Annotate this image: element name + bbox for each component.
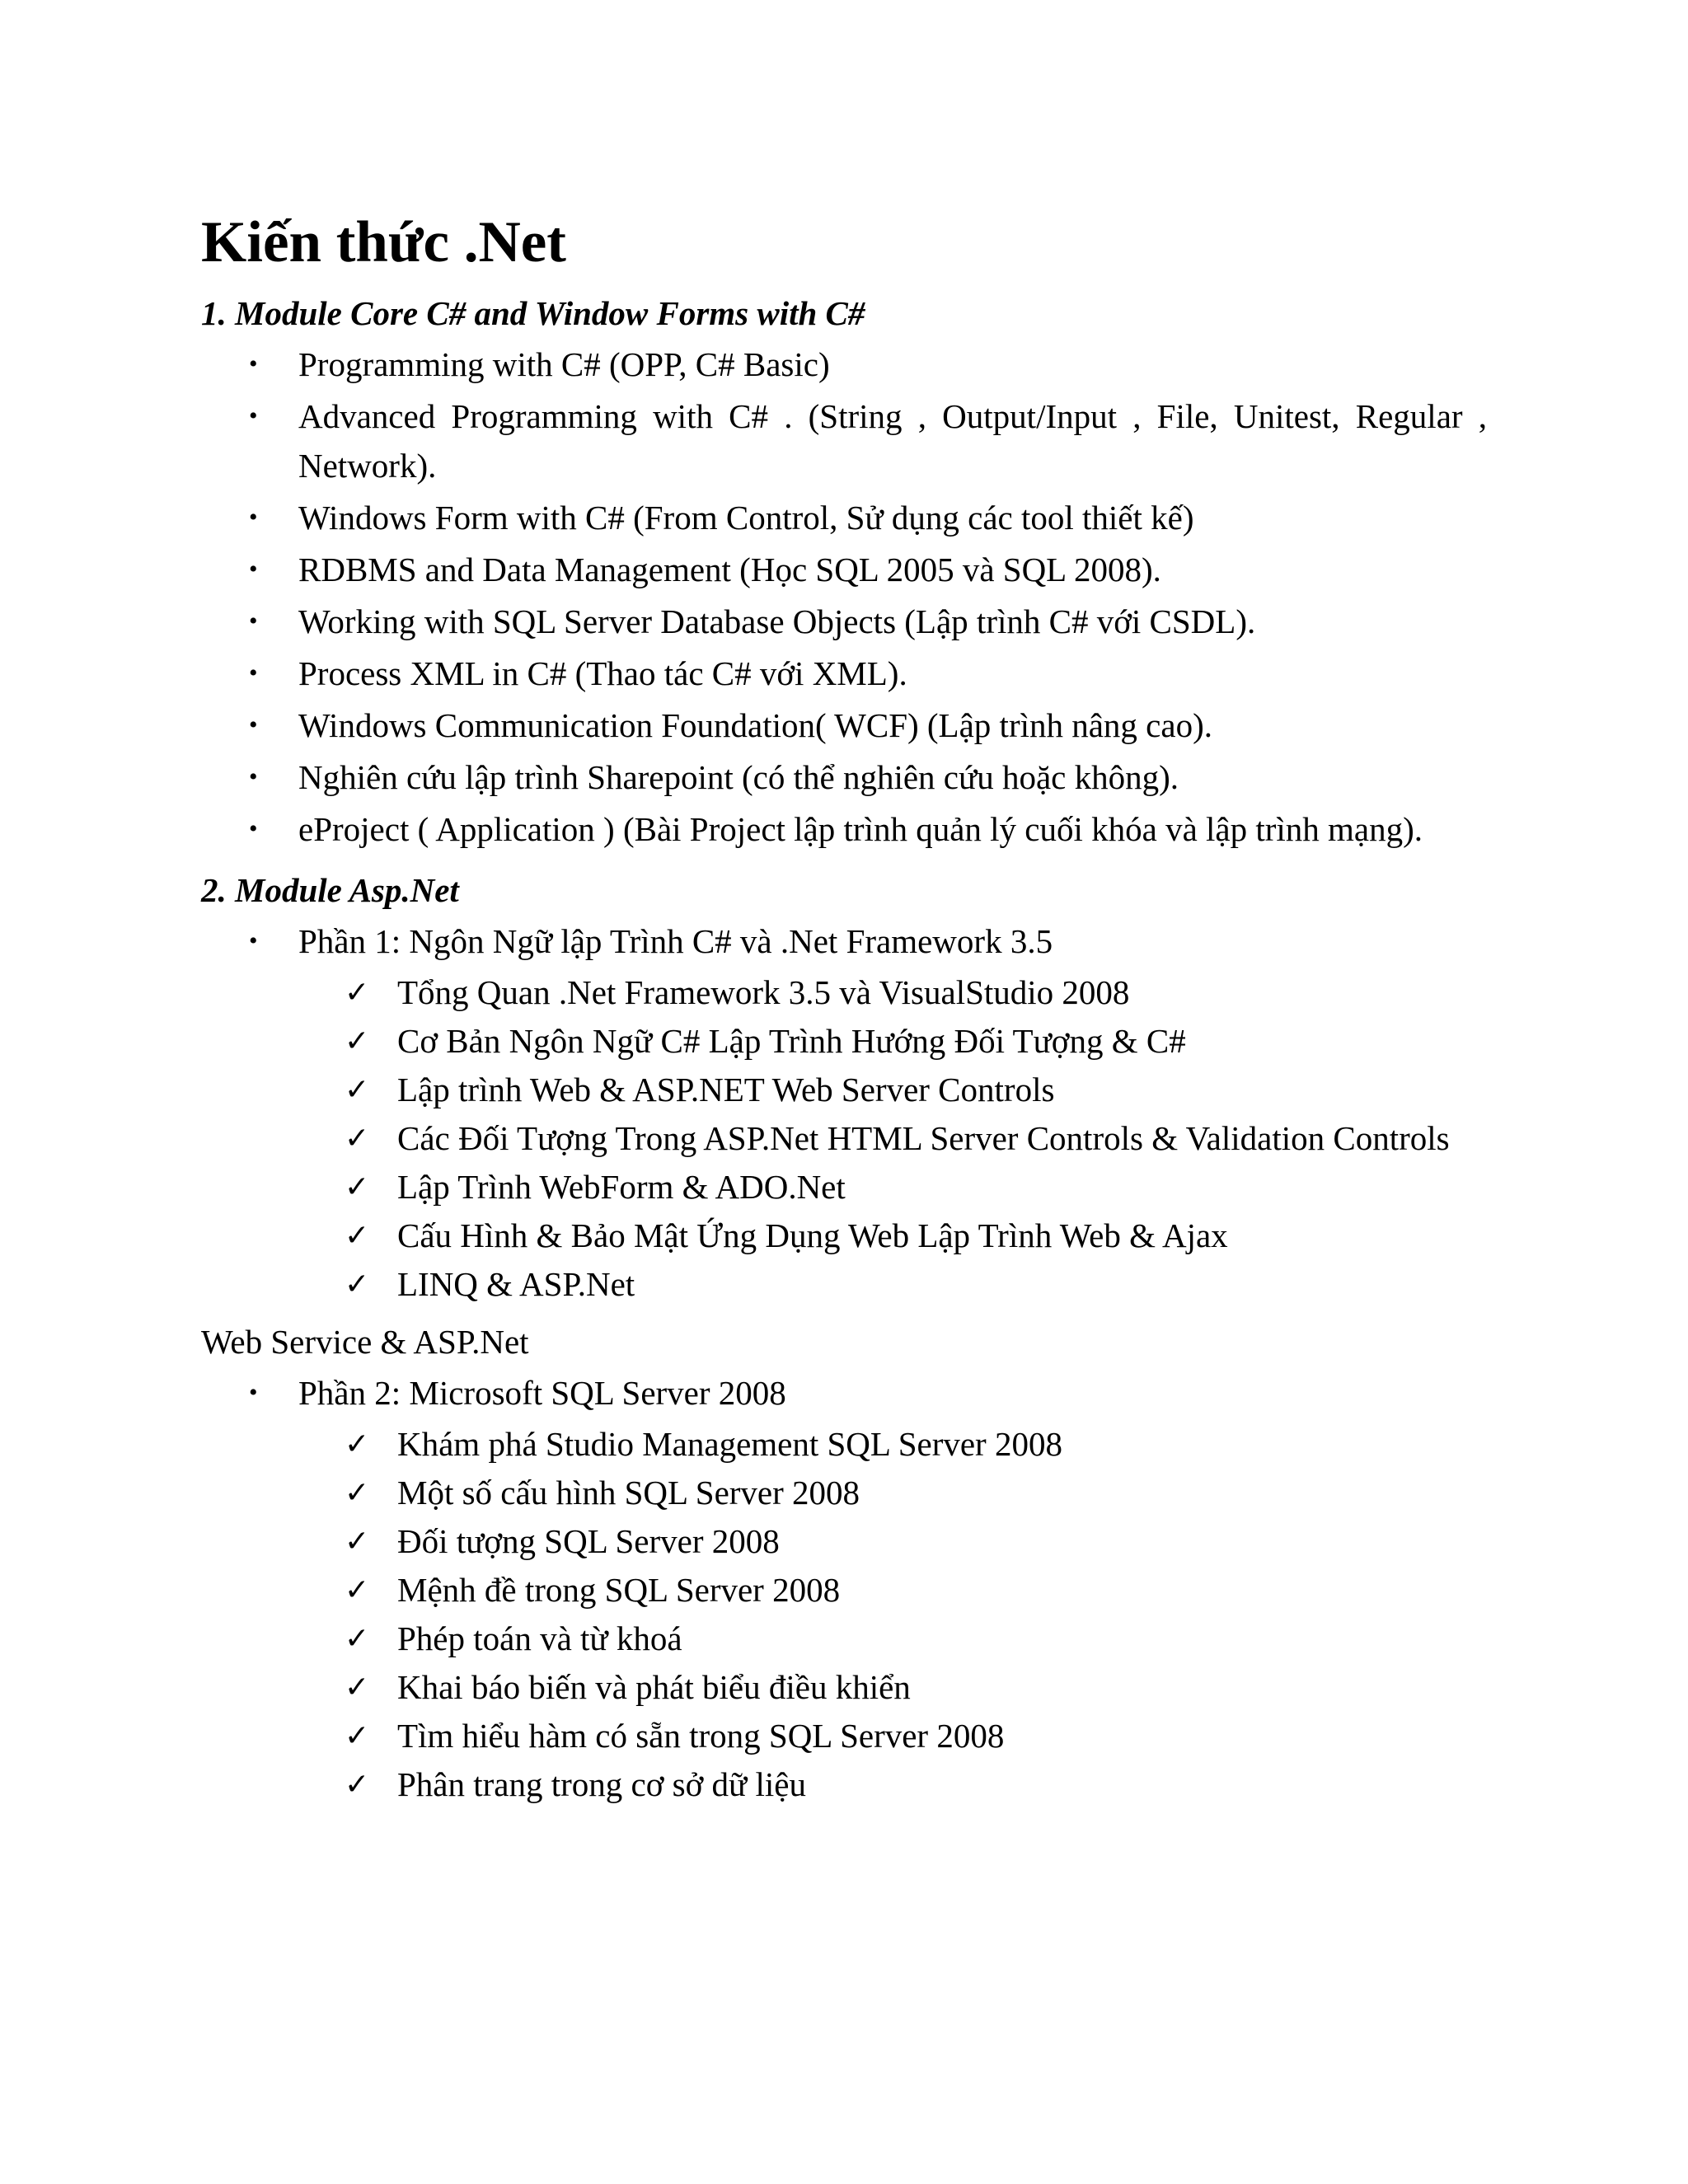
checklist-item-text: Phép toán và từ khoá	[397, 1619, 682, 1657]
bullet-icon: •	[249, 555, 258, 583]
list-item-text: Phần 1: Ngôn Ngữ lập Trình C# và .Net Framework 3.5	[298, 922, 1053, 960]
checklist-item-text: Một số cấu hình SQL Server 2008	[397, 1474, 860, 1511]
checkmark-icon: ✓	[345, 1170, 370, 1204]
list-item	[201, 752, 1487, 802]
checklist-item-text: Tìm hiểu hàm có sẵn trong SQL Server 2008	[397, 1717, 1005, 1755]
checklist-item-text: Phân trang trong cơ sở dữ liệu	[397, 1765, 807, 1803]
checkmark-icon: ✓	[345, 1671, 370, 1704]
bullet-icon: •	[249, 607, 258, 635]
section-heading-core-csharp: 1. Module Core C# and Window Forms with C#	[201, 294, 865, 332]
list-item	[201, 649, 1487, 698]
list-item	[201, 701, 1487, 750]
part2-checklist	[201, 1420, 1487, 1809]
checklist-item	[201, 1420, 1487, 1469]
checklist-item	[201, 1760, 1487, 1809]
bullet-icon: •	[249, 1379, 258, 1406]
list-item-text: eProject ( Application ) (Bài Project lập trình quản lý cuối khóa và lập trình mạng).	[298, 810, 1423, 848]
checklist-item	[201, 1615, 1487, 1663]
list-item	[201, 340, 1487, 389]
checklist-item-text: Mệnh đề trong SQL Server 2008	[397, 1571, 841, 1609]
checkmark-icon: ✓	[345, 1476, 370, 1510]
checkmark-icon: ✓	[345, 1024, 370, 1058]
checkmark-icon: ✓	[345, 1219, 370, 1253]
list-item	[201, 545, 1487, 594]
checklist-item-text: Cấu Hình & Bảo Mật Ứng Dụng Web Lập Trình Web & Ajax	[397, 1216, 1228, 1254]
list-item	[201, 804, 1487, 854]
checklist-item-text: Lập trình Web & ASP.NET Web Server Controls	[397, 1071, 1055, 1108]
bullet-icon: •	[249, 815, 258, 842]
checkmark-icon: ✓	[345, 1768, 370, 1802]
checkmark-icon: ✓	[345, 1719, 370, 1753]
list-item-text: Nghiên cứu lập trình Sharepoint (có thể nghiên cứu hoặc không).	[298, 758, 1179, 796]
list-item-text: Windows Communication Foundation( WCF) (Lập trình nâng cao).	[298, 706, 1212, 744]
checklist-item-text: Lập Trình WebForm & ADO.Net	[397, 1168, 846, 1206]
list-item-text: Advanced Programming with C# . (String , Output/Input , File, Unitest, Regular , Network).	[298, 397, 1487, 485]
bullet-icon: •	[249, 711, 258, 738]
checkmark-icon: ✓	[345, 1122, 370, 1155]
checkmark-icon: ✓	[345, 1525, 370, 1558]
web-service-line: Web Service & ASP.Net	[201, 1323, 529, 1361]
checklist-item-text: Đối tượng SQL Server 2008	[397, 1522, 780, 1560]
checklist-item-text: Tổng Quan .Net Framework 3.5 và VisualStudio 2008	[397, 973, 1130, 1011]
checklist-item-text: LINQ & ASP.Net	[397, 1265, 635, 1303]
checklist-item	[201, 1517, 1487, 1566]
list-item	[201, 597, 1487, 646]
bullet-icon: •	[249, 504, 258, 531]
list-item-part2	[201, 1368, 1487, 1418]
checklist-item	[201, 1017, 1487, 1066]
list-item-text: RDBMS and Data Management (Học SQL 2005 và SQL 2008).	[298, 551, 1161, 588]
list-item-part1	[201, 916, 1487, 966]
aspnet-part2-list	[201, 1368, 1487, 1418]
checkmark-icon: ✓	[345, 1622, 370, 1656]
checklist-item	[201, 1469, 1487, 1517]
bullet-icon: •	[249, 763, 258, 790]
bullet-icon: •	[249, 350, 258, 377]
checkmark-icon: ✓	[345, 1268, 370, 1301]
list-item-text: Working with SQL Server Database Objects (Lập trình C# với CSDL).	[298, 602, 1256, 640]
section-heading-aspnet: 2. Module Asp.Net	[201, 871, 459, 909]
core-csharp-list	[201, 340, 1487, 854]
checklist-item-text: Khai báo biến và phát biểu điều khiển	[397, 1668, 911, 1706]
list-item	[201, 493, 1487, 542]
checklist-item	[201, 1663, 1487, 1712]
page-title: Kiến thức .Net	[201, 210, 566, 274]
checklist-item	[201, 1260, 1487, 1309]
list-item-text: Windows Form with C# (From Control, Sử dụng các tool thiết kế)	[298, 499, 1194, 537]
checkmark-icon: ✓	[345, 976, 370, 1010]
checklist-item-text: Khám phá Studio Management SQL Server 2008	[397, 1425, 1062, 1463]
list-item-text: Process XML in C# (Thao tác C# với XML).	[298, 654, 907, 692]
checklist-item	[201, 1566, 1487, 1615]
document-page	[201, 208, 1487, 1809]
part1-checklist	[201, 968, 1487, 1309]
checklist-item	[201, 1712, 1487, 1760]
checklist-item	[201, 1114, 1487, 1163]
checklist-item	[201, 1163, 1487, 1212]
list-item-text: Phần 2: Microsoft SQL Server 2008	[298, 1374, 786, 1412]
checkmark-icon: ✓	[345, 1427, 370, 1461]
bullet-icon: •	[249, 927, 258, 954]
bullet-icon: •	[249, 402, 258, 429]
checklist-item-text: Cơ Bản Ngôn Ngữ C# Lập Trình Hướng Đối Tượng & C#	[397, 1022, 1186, 1060]
checklist-item	[201, 1066, 1487, 1114]
list-item	[201, 391, 1487, 490]
checkmark-icon: ✓	[345, 1573, 370, 1607]
aspnet-part1-list	[201, 916, 1487, 966]
checklist-item	[201, 968, 1487, 1017]
bullet-icon: •	[249, 659, 258, 687]
checklist-item	[201, 1212, 1487, 1260]
list-item-text: Programming with C# (OPP, C# Basic)	[298, 345, 830, 383]
checkmark-icon: ✓	[345, 1073, 370, 1107]
checklist-item-text: Các Đối Tượng Trong ASP.Net HTML Server Controls & Validation Controls	[397, 1119, 1450, 1157]
